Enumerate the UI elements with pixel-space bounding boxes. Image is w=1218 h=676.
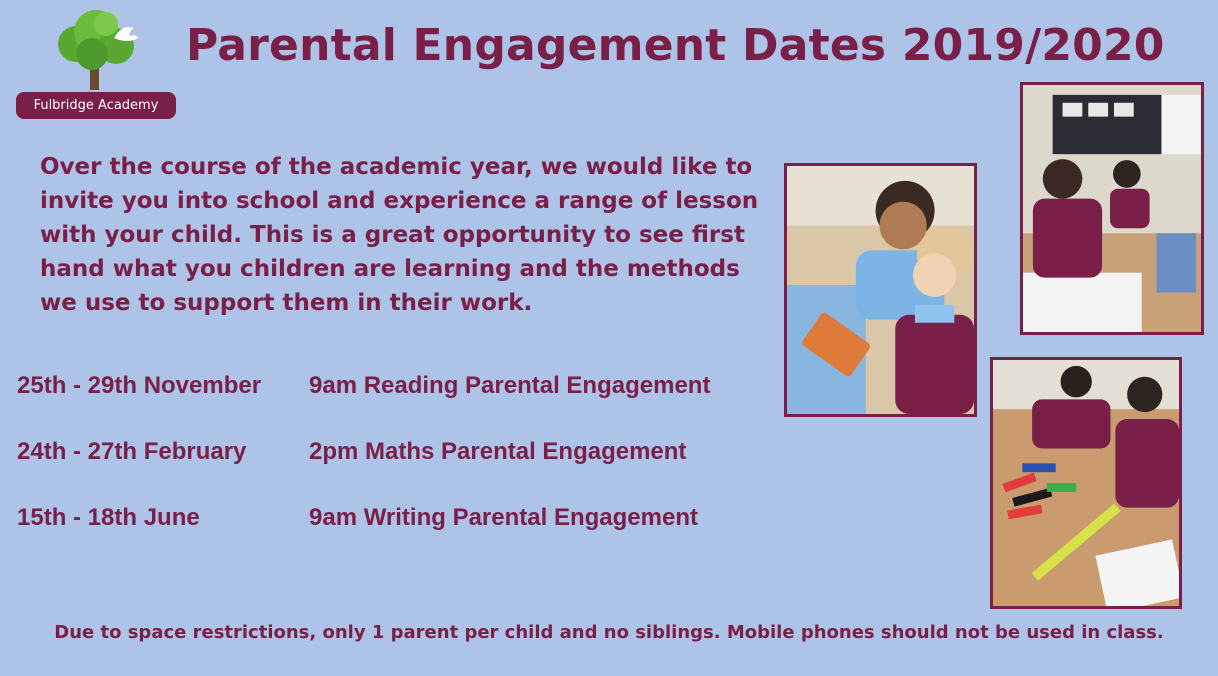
date-range: 24th - 27th February	[17, 438, 247, 465]
writing-photo	[1020, 82, 1204, 335]
date-event: 9am Writing Parental Engagement	[309, 504, 698, 531]
school-name-label: Fulbridge Academy	[16, 92, 176, 119]
school-logo	[14, 8, 184, 124]
date-range: 15th - 18th June	[17, 504, 200, 531]
footer-note: Due to space restrictions, only 1 parent per child and no siblings. Mobile phones should not be used in class.	[54, 622, 1164, 643]
date-range: 25th - 29th November	[17, 372, 262, 399]
reading-photo	[784, 163, 977, 417]
date-event: 9am Reading Parental Engagement	[309, 372, 711, 399]
tree-with-dove-icon	[14, 8, 184, 94]
page-title: Parental Engagement Dates 2019/2020	[186, 20, 1165, 71]
maths-photo	[990, 357, 1182, 609]
intro-paragraph: Over the course of the academic year, we would like to invite you into school and experience a range of lesson with your child. This is a great opportunity to see first hand what you children are learning and the methods we use to support them in their work.	[40, 154, 759, 316]
date-event: 2pm Maths Parental Engagement	[309, 438, 687, 465]
